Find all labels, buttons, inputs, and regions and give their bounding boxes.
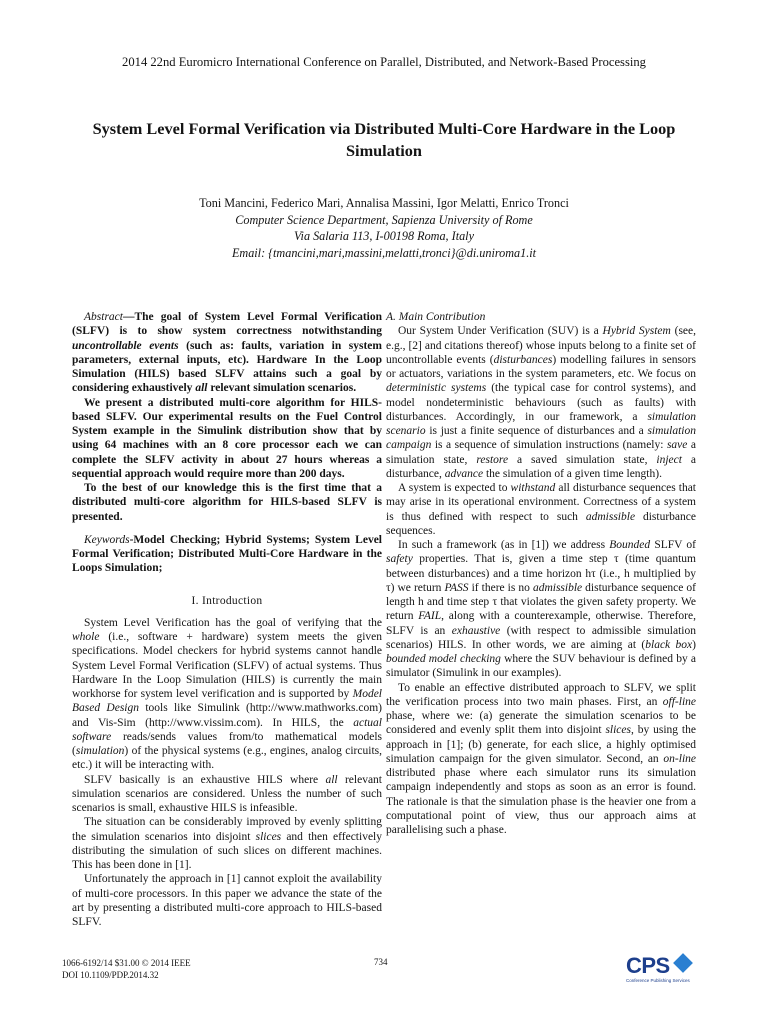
text-run: is a sequence of simulation instructions (namely:	[431, 439, 667, 452]
text-run: System Level Verification has the goal of verifying that the	[84, 616, 382, 629]
footer-copyright	[62, 957, 191, 981]
text-run: slices	[255, 830, 282, 843]
text-run: a saved simulation state,	[508, 453, 657, 466]
text-run: off-line	[662, 695, 696, 708]
text-run: admissible	[585, 510, 636, 523]
text-run: ) modelling failures in sensors or actuators, variations in the system parameters, etc. We focus on	[386, 353, 696, 380]
text-run: disturbance sequences.	[386, 510, 696, 537]
text-run: on-line	[663, 752, 696, 765]
body-paragraph	[72, 616, 382, 773]
abstract	[72, 310, 382, 576]
text-run: black box	[645, 638, 693, 651]
text-run: A system is expected to	[398, 482, 511, 494]
text-run: and then effectively distributing the simulation of such slices on different machines. This has been done in [1].	[72, 830, 382, 871]
cps-logo	[626, 950, 692, 988]
abstract-paragraph: We present a distributed multi-core algorithm for HILS-based SLFV. Our experimental results on the Fuel Control System example in the Simulink distribution show that by using 64 machines with an 8 core processor each we can complete the SLFV activity in about 27 hours whereas a sequential approach would require more than 200 days.	[72, 396, 382, 480]
keywords-label: Keywords	[84, 533, 130, 546]
text-run: a disturbance,	[386, 453, 696, 480]
text-run: PASS	[444, 581, 469, 594]
text-run: simulation	[75, 745, 125, 757]
page-number: 734	[374, 957, 388, 967]
text-run: (with respect to admissible simulation scenarios) HILS. In other words, we are aiming at (	[386, 624, 696, 651]
text-run: withstand	[510, 482, 556, 494]
text-run: (see, e.g., [2] and citations thereof) whose inputs belong to a finite set of uncontrollable events (	[386, 325, 697, 366]
body-paragraph	[386, 481, 696, 538]
text-run: bounded model checking	[386, 653, 501, 665]
text-run: the simulation of a given time length).	[483, 467, 662, 480]
text-run: Hybrid System	[602, 325, 671, 338]
keywords	[72, 533, 382, 576]
text-run: admissible	[532, 581, 583, 594]
text-run: reads/sends values from/to mathematical models (	[72, 730, 382, 757]
body-paragraph	[386, 681, 696, 838]
text-run: (such as: faults, variation in system parameters, external inputs, etc). Hardware In the Loop Simulation (HILS) based SLFV attains such a goal by considering exhaustively	[72, 339, 382, 395]
section-heading-introduction: I. Introduction	[191, 594, 263, 607]
text-run: actual software	[72, 716, 382, 743]
left-column	[72, 310, 382, 929]
text-run: simulation campaign	[386, 425, 696, 452]
body-paragraph	[386, 538, 696, 681]
conference-header: 2014 22nd Euromicro International Conference on Parallel, Distributed, and Network-Based Processing	[122, 55, 646, 69]
abstract-paragraph: To the best of our knowledge this is the first time that a distributed multi-core algorithm for HILS-based SLFV is presented.	[72, 482, 382, 523]
text-run: Our System Under Verification (SUV) is a	[398, 325, 603, 338]
body-paragraph: Unfortunately the approach in [1] cannot exploit the availability of multi-core processors. In this paper we advance the state of the art by presenting a distributed multi-core approach to HILS-based SLFV.	[72, 873, 382, 928]
text-run: save	[666, 439, 688, 452]
text-run: is just a finite sequence of disturbances and a	[425, 425, 648, 437]
text-run: Model Based Design	[72, 688, 382, 715]
text-run: In such a framework (as in [1]) we address	[398, 539, 610, 551]
address: Via Salaria 113, I-00198 Roma, Italy	[294, 229, 474, 243]
text-run: deterministic systems	[386, 382, 487, 395]
text-run: -Model Checking; Hybrid Systems; System Level Formal Verification; Distributed Multi-Core Hardware in the Loops Simulation;	[72, 533, 382, 575]
paper-title: System Level Formal Verification via Distributed Multi-Core Hardware in the Loop Simulation	[92, 119, 676, 160]
text-run: phase, where we: (a) generate the simulation scenarios to be considered and evenly split them into disjoint	[386, 710, 696, 737]
email: Email: {tmancini,mari,massini,melatti,tronci}@di.uniroma1.it	[231, 245, 537, 260]
author-block	[0, 195, 768, 261]
text-run: all disturbance sequences that may arise in its operational environment. Correctness of a system is thus defined with respect to such	[386, 482, 696, 523]
cps-logo-tagline: Conference Publishing Services	[626, 978, 690, 983]
cps-logo-text: CPS	[626, 953, 670, 978]
affiliation: Computer Science Department, Sapienza University of Rome	[235, 212, 533, 227]
text-run: , by using the approach in [1]; (b) generate, for each slice, a highly optimised simulation campaign for the given simulator. Second, an	[386, 724, 696, 765]
text-run: advance	[444, 467, 484, 480]
text-run: restore	[476, 453, 509, 466]
text-run: SLFV basically is an exhaustive HILS where	[84, 773, 326, 786]
text-run: )	[692, 638, 696, 651]
text-run: (the typical case for control systems), and model nondeterministic behaviours (such as faults) with disturbances. Accordingly, in our framework, a	[386, 382, 696, 423]
right-column	[386, 310, 696, 837]
abstract-label: Abstract	[84, 311, 123, 323]
text-run: a simulation state,	[386, 439, 696, 466]
text-run: SLFV of	[650, 539, 696, 551]
text-run: distributed phase where each simulator runs its simulation campaign independently and stops as soon as an error is found. The rationale is that the simulation phase is the heavier one from a computational point of view, thus our approach aims at parallelising such a phase.	[386, 767, 696, 836]
text-run: To enable an effective distributed approach to SLFV, we split the verification process into two main phases. First, an	[386, 681, 696, 708]
text-run: tools like Simulink (http://www.mathworks.com) and Vis-Sim (http://www.vissim.com). In HILS, the	[72, 702, 382, 729]
body-paragraph	[72, 773, 382, 816]
text-run: slices	[605, 724, 631, 737]
abstract-paragraph	[72, 310, 382, 396]
doi-line: DOI 10.1109/PDP.2014.32	[62, 970, 159, 980]
text-run: exhaustive	[451, 624, 501, 637]
text-run: (i.e., software + hardware) system meets the given specifications. Model checkers for hybrid systems cannot handle System Level Formal Verification (SLFV) of actual systems. Thus Hardware In the Loop Simulation (HILS) is currently the main workhorse for system level verification and is supported by	[72, 631, 382, 700]
body-paragraph	[72, 815, 382, 872]
text-run: relevant simulation scenarios.	[207, 382, 357, 395]
text-run: disturbances	[493, 353, 553, 366]
cps-diamond-icon	[673, 953, 693, 973]
text-run: simulation scenario	[386, 410, 696, 437]
text-run: —The goal of System Level Formal Verification (SLFV) is to show system correctness notwithstanding	[72, 311, 382, 338]
text-run: properties. That is, given a time step τ (time quantum between disturbances) and a time horizon hτ (i.e., h multiplied by τ) we return	[386, 553, 696, 594]
text-run: whole	[72, 631, 100, 643]
text-run: , along with a counterexample, otherwise. Therefore, SLFV is an	[386, 610, 696, 637]
text-run: safety	[386, 553, 413, 566]
text-run: Bounded	[609, 539, 651, 551]
text-run: if there is no	[468, 581, 533, 594]
issn-line: 1066-6192/14 $31.00 © 2014 IEEE	[62, 958, 191, 968]
text-run: uncontrollable events	[72, 339, 179, 352]
text-run: where the SUV behaviour is defined by a simulator (Simulink in our examples).	[386, 653, 696, 680]
text-run: ) of the physical systems (e.g., engines, analog circuits, etc.) it will be interacting with.	[72, 745, 382, 772]
text-run: The situation can be considerably improved by evenly splitting the simulation scenarios into disjoint	[72, 816, 382, 843]
text-run: relevant simulation scenarios are considered. Unless the number of such scenarios is small, exhaustive HILS is infeasible.	[72, 773, 382, 814]
body-paragraph	[386, 324, 696, 481]
text-run: inject	[656, 453, 682, 466]
text-run: FAIL	[418, 610, 442, 623]
text-run: all	[195, 382, 208, 395]
text-run: disturbance sequence of length h and time step τ that violates the given safety property. We return	[386, 581, 696, 623]
text-run: all	[325, 773, 338, 786]
subsection-heading-main-contribution: A. Main Contribution	[386, 311, 486, 323]
author-names: Toni Mancini, Federico Mari, Annalisa Massini, Igor Melatti, Enrico Tronci	[199, 196, 569, 210]
